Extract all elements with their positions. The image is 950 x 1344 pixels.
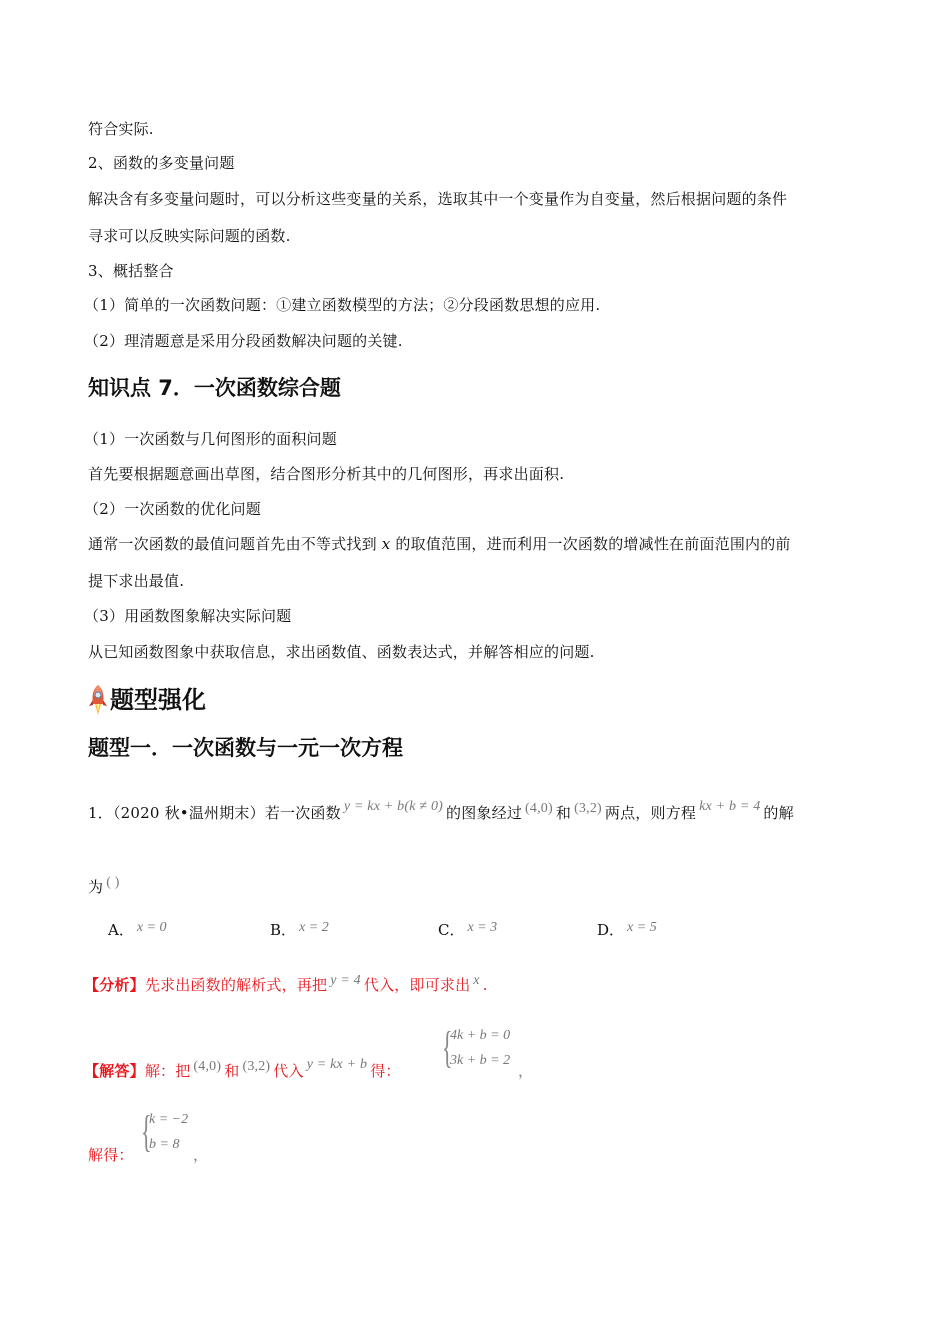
question-1-line2 [88,877,123,899]
q1-point2: (3,2) [574,801,602,816]
solution-text: 代入 [273,1062,304,1080]
option-label: C． [438,921,465,939]
knowledge7-sub3-title: （3）用函数图象解决实际问题 [84,607,292,625]
system-comma: ， [518,1062,534,1080]
left-brace-icon: { [442,1023,453,1072]
section3-title: 3、概括整合 [88,262,174,280]
solution [84,1057,401,1083]
intro-tail: 符合实际. [88,120,154,138]
system-eq-2: 3k + b = 2 [450,1053,511,1068]
sub2-text-a: 通常一次函数的最值问题首先由不等式找到 [88,535,377,553]
q1-prefix: 1．（2020 秋•温州期末）若一次函数 [88,804,341,822]
question-1 [88,799,794,825]
q1-point1: (4,0) [525,801,553,816]
rocket-icon [88,684,108,716]
q1-line2-text: 为 [88,878,104,896]
knowledge7-heading: 知识点 7．一次函数综合题 [88,376,341,400]
analysis-math: x [473,973,480,988]
result-b: b = 8 [149,1137,180,1152]
option-label: B． [270,921,297,939]
analysis [84,975,488,997]
option-c [438,920,500,942]
analysis-text: 先求出函数的解析式，再把 [144,976,328,994]
solution-text: 得： [370,1062,401,1080]
q1-text: 和 [555,804,572,822]
section2-para-line1: 解决含有多变量问题时，可以分析这些变量的关系，选取其中一个变量作为自变量，然后根据问题的条件 [88,190,788,208]
knowledge7-sub1-text: 首先要根据题意画出草图，结合图形分析其中的几何图形，再求出面积. [88,465,565,483]
q1-text: 两点，则方程 [604,804,697,822]
solution-function: y = kx + b [306,1057,368,1072]
solution-text: 和 [224,1062,240,1080]
result-k: k = −2 [149,1112,189,1127]
solution-tag: 【解答】 [84,1062,145,1080]
knowledge7-sub1-title: （1）一次函数与几何图形的面积问题 [84,430,337,448]
solve-label: 解得： [88,1146,134,1164]
analysis-text: 代入，即可求出 [363,976,471,994]
section2-para-line2: 寻求可以反映实际问题的函数. [88,227,291,245]
system-eq-1: 4k + b = 0 [450,1028,511,1043]
analysis-tag: 【分析】 [84,976,145,994]
option-value: x = 2 [299,920,329,935]
type1-heading: 题型一．一次函数与一元一次方程 [88,736,403,760]
sub2-var-x: x [381,535,391,553]
analysis-math: y = 4 [330,973,361,988]
knowledge7-sub2-title: （2）一次函数的优化问题 [84,500,261,518]
option-b [270,920,332,942]
knowledge7-sub2-line2: 提下求出最值. [88,572,185,590]
option-value: x = 3 [467,920,498,935]
q1-text: 的解 [763,804,794,822]
q1-equation: kx + b = 4 [699,799,761,814]
q1-function: y = kx + b(k ≠ 0) [343,799,444,814]
q1-answer-blank: ( ) [106,875,120,890]
option-value: x = 0 [136,920,167,935]
option-label: A． [108,921,134,939]
option-label: D． [597,921,625,939]
practice-heading-text: 题型强化 [110,686,206,714]
solution-point1: (4,0) [193,1059,222,1074]
analysis-text: . [482,976,488,994]
section3-item1: （1）简单的一次函数问题：①建立函数模型的方法；②分段函数思想的应用. [84,296,601,314]
q1-text: 的图象经过 [446,804,523,822]
result-comma: ， [193,1146,209,1164]
solution-text: 解：把 [144,1062,191,1080]
knowledge7-sub2-text [88,534,791,554]
option-a [108,920,170,942]
section2-title: 2、函数的多变量问题 [88,154,235,172]
option-value: x = 5 [627,920,657,935]
section3-item2: （2）理清题意是采用分段函数解决问题的关键. [84,332,403,350]
solution-point2: (3,2) [242,1059,271,1074]
option-d [597,920,660,942]
sub2-text-b: 的取值范围，进而利用一次函数的增减性在前面范围内的前 [395,535,791,553]
left-brace-icon: { [141,1107,152,1156]
practice-heading [88,684,206,716]
knowledge7-sub3-text: 从已知函数图象中获取信息，求出函数值、函数表达式，并解答相应的问题. [88,643,595,661]
